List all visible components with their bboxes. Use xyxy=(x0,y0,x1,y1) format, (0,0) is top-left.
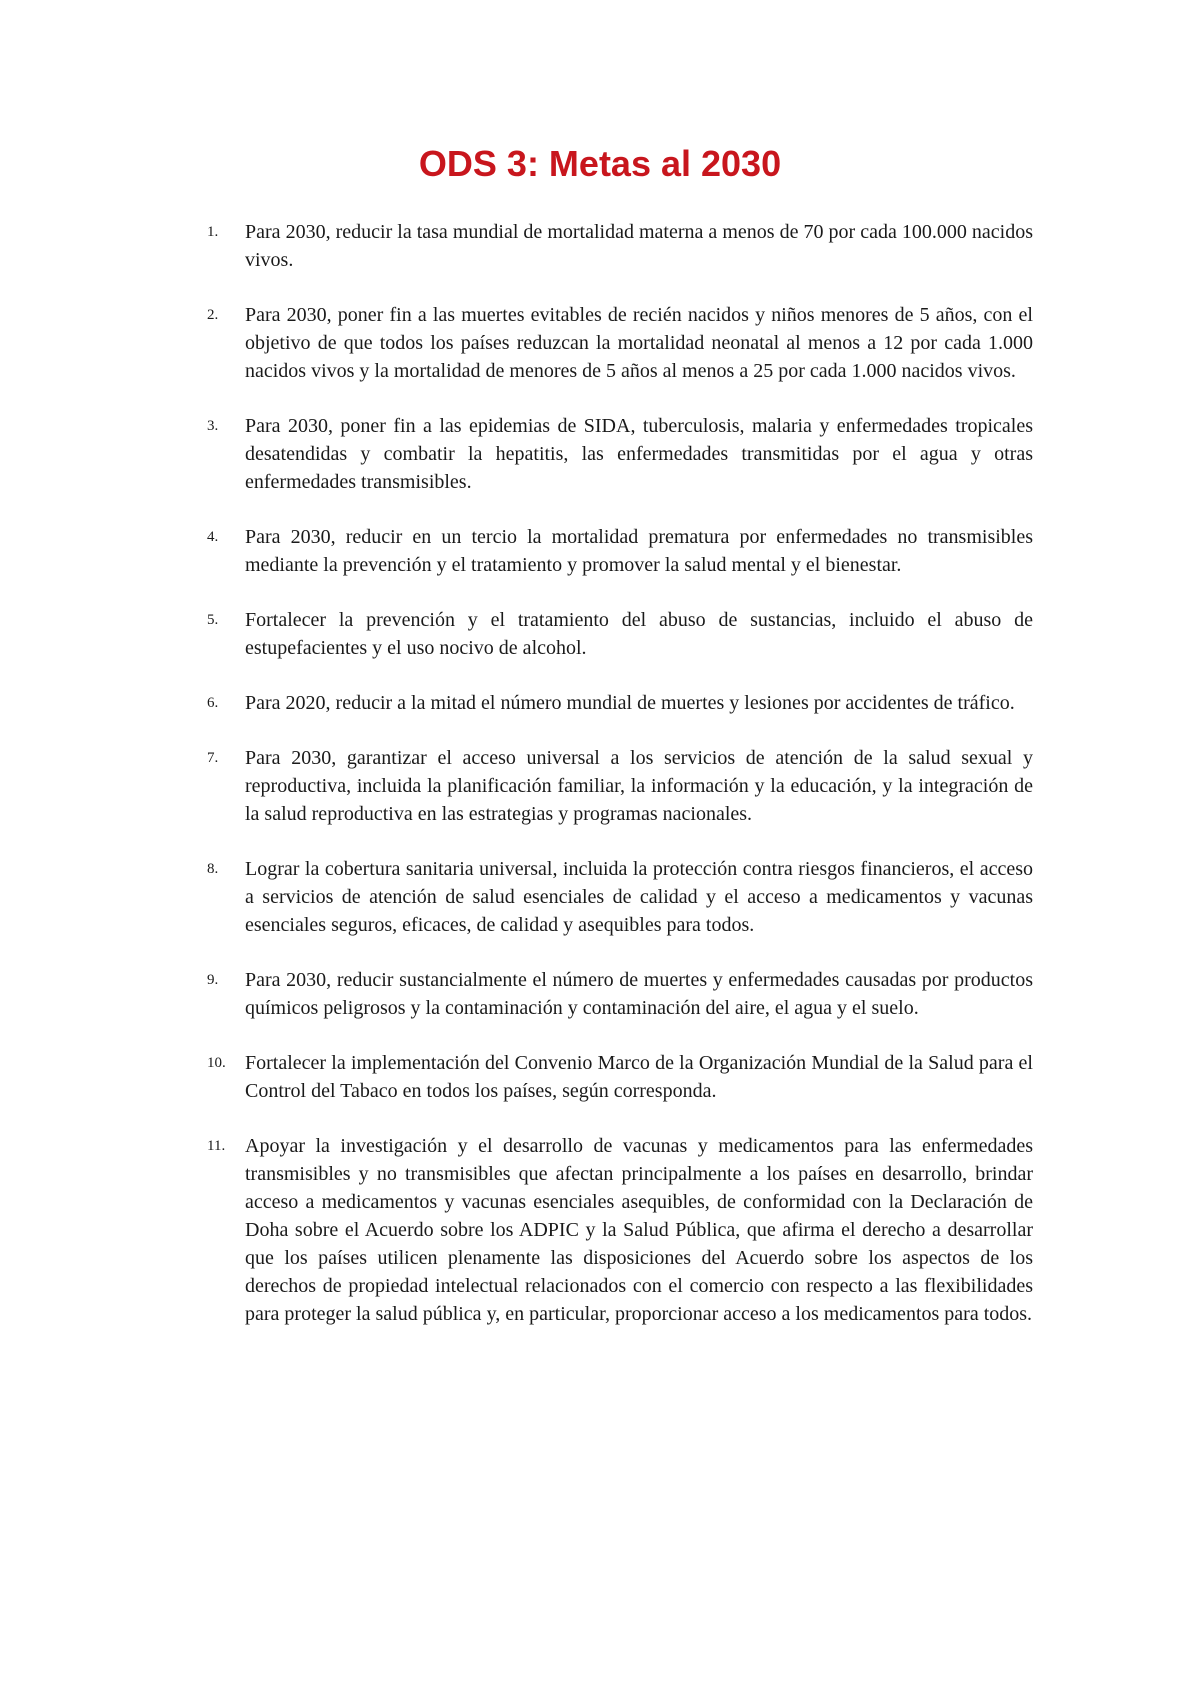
list-item xyxy=(0,1132,1200,1328)
item-number: 1. xyxy=(207,224,219,240)
item-number: 4. xyxy=(207,529,219,545)
item-number: 8. xyxy=(207,861,219,877)
document-title: ODS 3: Metas al 2030 xyxy=(418,143,782,184)
item-number: 9. xyxy=(207,972,219,988)
item-text: Apoyar la investigación y el desarrollo de vacunas y medicamentos para las enfermedades transmisibles y no transmisibles que afectan principalmente a los países en desarrollo, brindar acceso a medicamentos y vacunas esenciales asequibles, de conformidad con la Declaración de Doha sobre el Acuerdo sobre los ADPIC y la Salud Pública, que afirma el derecho a desarrollar que los países utilicen plenamente las disposiciones del Acuerdo sobre los aspectos de los derechos de propiedad intelectual relacionados con el comercio con respecto a las flexibilidades para proteger la salud pública y, en particular, proporcionar acceso a los medicamentos para todos. xyxy=(245,1135,1033,1325)
list-item xyxy=(0,966,1200,1022)
item-number: 2. xyxy=(207,307,219,323)
item-text: Para 2030, reducir la tasa mundial de mortalidad materna a menos de 70 por cada 100.000 nacidos vivos. xyxy=(245,221,1033,271)
list-item xyxy=(0,606,1200,662)
item-text: Para 2030, garantizar el acceso universal a los servicios de atención de la salud sexual y reproductiva, incluida la planificación familiar, la información y la educación, y la integración de la salud reproductiva en las estrategias y programas nacionales. xyxy=(245,747,1033,825)
item-text: Para 2030, poner fin a las muertes evitables de recién nacidos y niños menores de 5 años, con el objetivo de que todos los países reduzcan la mortalidad neonatal al menos a 12 por cada 1.000 nacidos vivos y la mortalidad de menores de 5 años al menos a 25 por cada 1.000 nacidos vivos. xyxy=(245,304,1033,382)
list-item xyxy=(0,689,1200,717)
item-text: Para 2030, reducir sustancialmente el número de muertes y enfermedades causadas por productos químicos peligrosos y la contaminación y contaminación del aire, el agua y el suelo. xyxy=(245,969,1033,1019)
item-text: Fortalecer la prevención y el tratamiento del abuso de sustancias, incluido el abuso de estupefacientes y el uso nocivo de alcohol. xyxy=(245,609,1033,659)
list-item xyxy=(0,855,1200,939)
item-text: Para 2030, poner fin a las epidemias de SIDA, tuberculosis, malaria y enfermedades tropicales desatendidas y combatir la hepatitis, las enfermedades transmitidas por el agua y otras enfermedades transmisibles. xyxy=(245,415,1033,493)
item-number: 6. xyxy=(207,695,219,711)
list-item xyxy=(0,523,1200,579)
list-item xyxy=(0,412,1200,496)
list-item xyxy=(0,744,1200,828)
list-item xyxy=(0,218,1200,274)
item-text: Para 2020, reducir a la mitad el número mundial de muertes y lesiones por accidentes de tráfico. xyxy=(245,692,1015,714)
item-number: 3. xyxy=(207,418,219,434)
item-number: 11. xyxy=(207,1138,226,1154)
targets-list xyxy=(0,218,1200,1355)
item-text: Lograr la cobertura sanitaria universal, incluida la protección contra riesgos financieros, el acceso a servicios de atención de salud esenciales de calidad y el acceso a medicamentos y vacunas esenciales seguros, eficaces, de calidad y asequibles para todos. xyxy=(245,858,1033,936)
item-number: 10. xyxy=(207,1055,226,1071)
list-item xyxy=(0,1049,1200,1105)
item-number: 5. xyxy=(207,612,219,628)
item-text: Para 2030, reducir en un tercio la mortalidad prematura por enfermedades no transmisibles mediante la prevención y el tratamiento y promover la salud mental y el bienestar. xyxy=(245,526,1033,576)
item-text: Fortalecer la implementación del Convenio Marco de la Organización Mundial de la Salud para el Control del Tabaco en todos los países, según corresponda. xyxy=(245,1052,1033,1102)
list-item xyxy=(0,301,1200,385)
item-number: 7. xyxy=(207,750,219,766)
